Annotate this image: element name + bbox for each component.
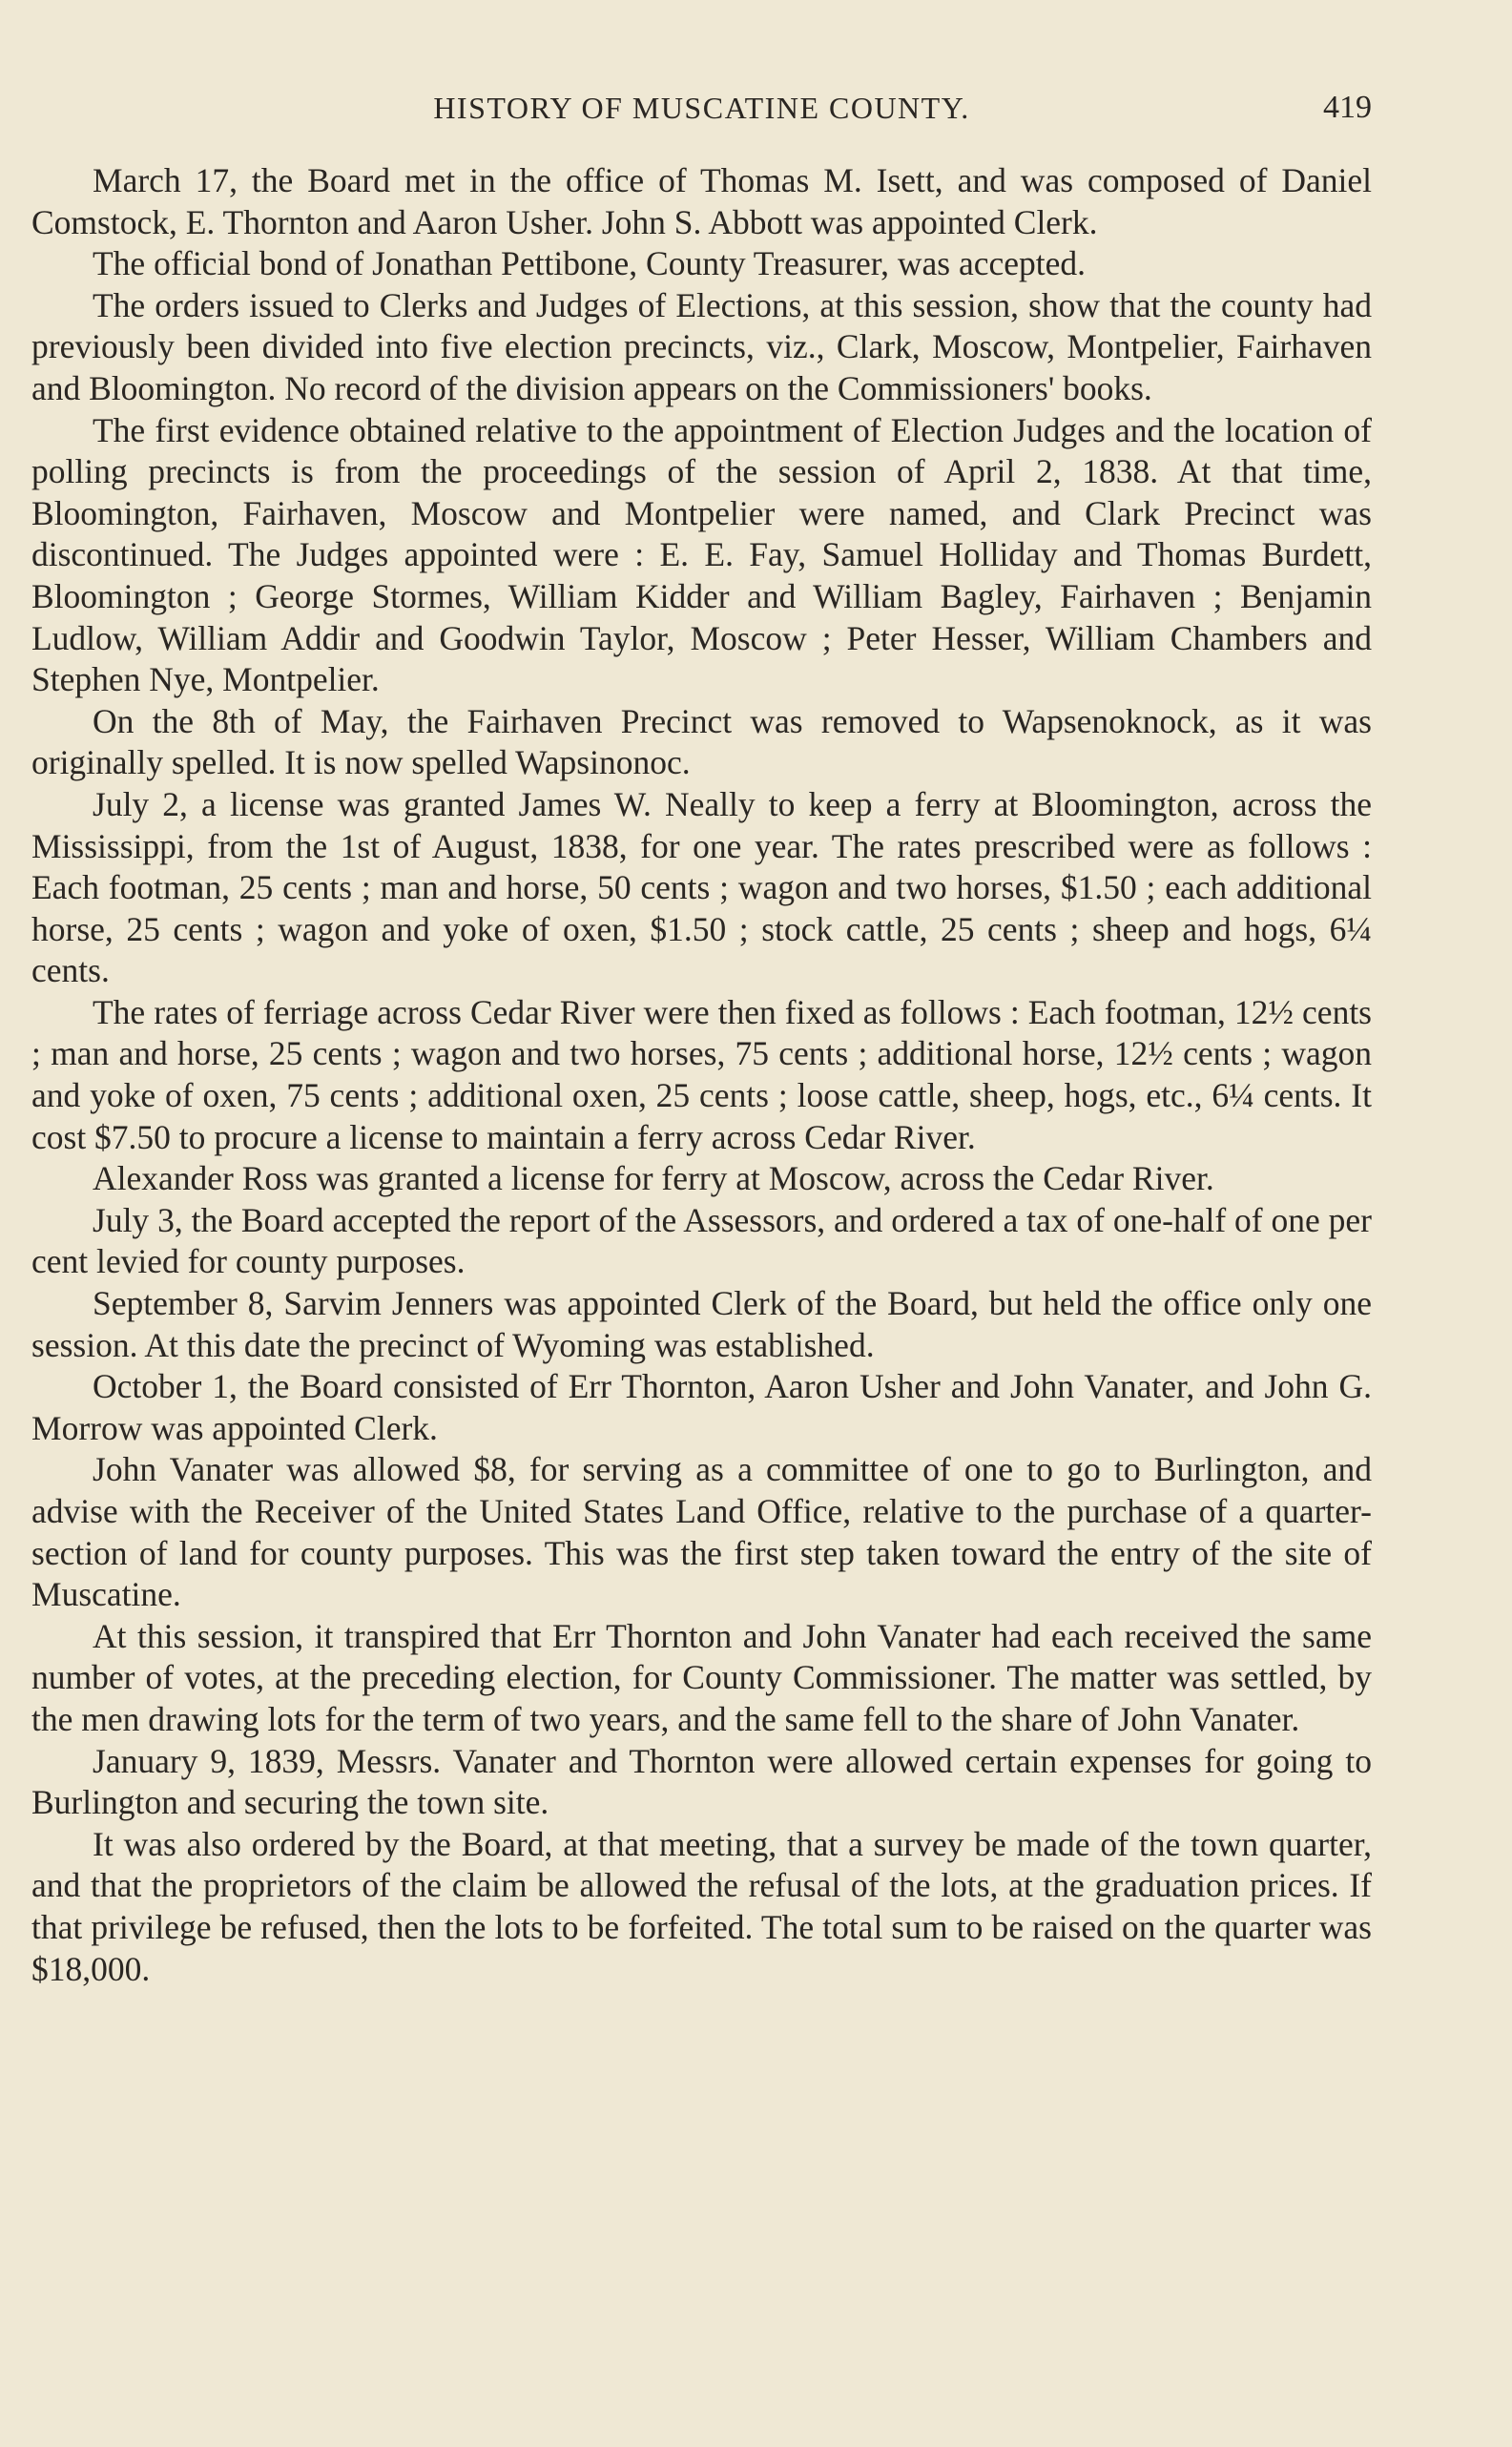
- paragraph: July 3, the Board accepted the report of the Assessors, and ordered a tax of one-half of one per cent levied for county purposes.: [31, 1200, 1372, 1281]
- paragraph: March 17, the Board met in the office of Thomas M. Isett, and was composed of Daniel Comstock, E. Thornton and Aaron Usher. John S. Abbott was appointed Clerk.: [31, 161, 1372, 241]
- paragraph: The rates of ferriage across Cedar River were then fixed as follows : Each footman, 12½ cents ; man and horse, 25 cents ; wagon and two horses, 75 cents ; additional horse, 12½ cents ; wagon and yoke of oxen, 75 cents ; additional oxen, 25 cents ; loose cattle, sheep, hogs, etc., 6¼ cents. It cost $7.50 to procure a license to maintain a ferry across Cedar River.: [31, 992, 1372, 1156]
- page-header: [31, 84, 1372, 132]
- body-text: [31, 160, 1372, 1990]
- paragraph: The official bond of Jonathan Pettibone, County Treasurer, was accepted.: [93, 244, 1086, 283]
- page-number: 419: [1323, 90, 1372, 125]
- running-head: HISTORY OF MUSCATINE COUNTY.: [433, 91, 970, 125]
- paragraph: October 1, the Board consisted of Err Thornton, Aaron Usher and John Vanater, and John G. Morrow was appointed Clerk.: [31, 1367, 1372, 1447]
- paragraph: At this session, it transpired that Err Thornton and John Vanater had each received the same number of votes, at the preceding election, for County Commissioner. The matter was settled, by the men drawing lots for the term of two years, and the same fell to the share of John Vanater.: [31, 1616, 1372, 1738]
- paragraph: September 8, Sarvim Jenners was appointed Clerk of the Board, but held the office only one session. At this date the precinct of Wyoming was established.: [31, 1284, 1372, 1364]
- paragraph: January 9, 1839, Messrs. Vanater and Thornton were allowed certain expenses for going to Burlington and securing the town site.: [31, 1741, 1372, 1822]
- paragraph: John Vanater was allowed $8, for serving as a committee of one to go to Burlington, and advise with the Receiver of the United States Land Office, relative to the purchase of a quarter-section of land for county purposes. This was the first step taken toward the entry of the site of Muscatine.: [31, 1450, 1372, 1614]
- paragraph: On the 8th of May, the Fairhaven Precinct was removed to Wapsenoknock, as it was originally spelled. It is now spelled Wapsinonoc.: [31, 701, 1372, 782]
- paragraph: The first evidence obtained relative to the appointment of Election Judges and the location of polling precincts is from the proceedings of the session of April 2, 1838. At that time, Bloomington, Fairhaven, Moscow and Montpelier were named, and Clark Precinct was discontinued. The Judges appointed were : E. E. Fay, Samuel Holliday and Thomas Burdett, Bloomington ; George Stormes, William Kidder and William Bagley, Fairhaven ; Benjamin Ludlow, William Addir and Goodwin Taylor, Moscow ; Peter Hesser, William Chambers and Stephen Nye, Montpelier.: [31, 410, 1372, 699]
- paragraph: Alexander Ross was granted a license for ferry at Moscow, across the Cedar River.: [93, 1159, 1214, 1198]
- paragraph: July 2, a license was granted James W. Neally to keep a ferry at Bloomington, across the Mississippi, from the 1st of August, 1838, for one year. The rates prescribed were as follows : Each footman, 25 cents ; man and horse, 50 cents ; wagon and two horses, $1.50 ; each additional horse, 25 cents ; wagon and yoke of oxen, $1.50 ; stock cattle, 25 cents ; sheep and hogs, 6¼ cents.: [31, 784, 1372, 990]
- paragraph: It was also ordered by the Board, at that meeting, that a survey be made of the town quarter, and that the proprietors of the claim be allowed the refusal of the lots, at the graduation prices. If that privilege be refused, then the lots to be forfeited. The total sum to be raised on the quarter was $18,000.: [31, 1824, 1372, 1988]
- paragraph: The orders issued to Clerks and Judges of Elections, at this session, show that the county had previously been divided into five election precincts, viz., Clark, Moscow, Montpelier, Fairhaven and Bloomington. No record of the division appears on the Commissioners' books.: [31, 285, 1372, 407]
